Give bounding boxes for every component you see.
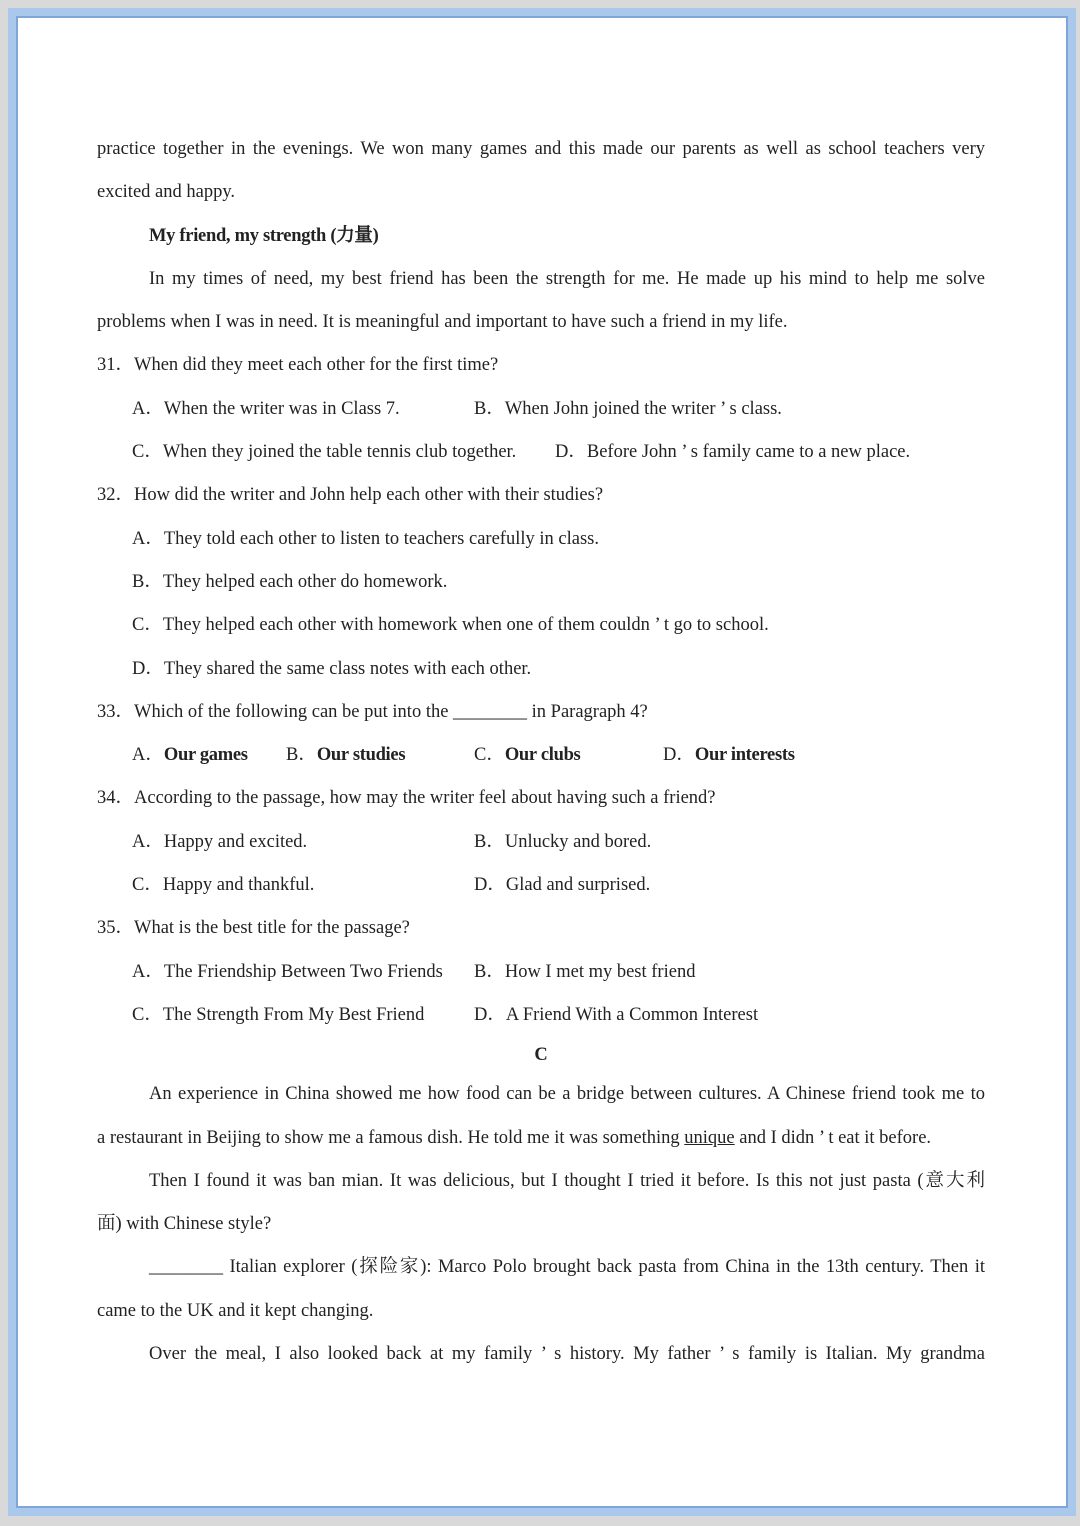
option-a: A．When the writer was in Class 7. xyxy=(132,398,400,419)
option-a: A．Happy and excited. xyxy=(132,831,308,852)
option-c: C．The Strength From My Best Friend xyxy=(132,1004,425,1025)
option-a: A．The Friendship Between Two Friends xyxy=(132,961,443,982)
text-span: a restaurant in Beijing to show me a famous dish. He told me it was something xyxy=(97,1127,685,1148)
paragraph-line: An experience in China showed me how food can be a bridge between cultures. A Chinese friend took me to xyxy=(149,1084,985,1105)
paragraph-line: problems when I was in need. It is meaningful and important to have such a friend in my life. xyxy=(97,312,788,333)
question-stem: 35．What is the best title for the passage? xyxy=(97,918,410,939)
paragraph-line: came to the UK and it kept changing. xyxy=(97,1300,374,1321)
option-text: Our clubs xyxy=(504,745,581,766)
question-stem: 32．How did the writer and John help each other with their studies? xyxy=(97,485,604,506)
paragraph-line: Over the meal, I also looked back at my family ’ s history. My father ’ s family is Italian. My grandma xyxy=(149,1344,985,1365)
paragraph-line: In my times of need, my best friend has been the strength for me. He made up his mind to help me solve xyxy=(149,268,985,289)
paragraph-line xyxy=(97,1117,985,1160)
options-row xyxy=(97,864,985,907)
options-row xyxy=(97,821,985,864)
option-text: Our games xyxy=(163,745,248,766)
paragraph-line: ________ Italian explorer (探险家): Marco Polo brought back pasta from China in the 13th century. Then it xyxy=(149,1257,985,1278)
underlined-word: unique xyxy=(684,1127,735,1148)
option-d xyxy=(663,734,795,777)
option-c: C．Happy and thankful. xyxy=(132,875,315,896)
options-row xyxy=(97,431,985,474)
option-b: B．They helped each other do homework. xyxy=(132,571,448,592)
question-stem: 31．When did they meet each other for the first time? xyxy=(97,355,499,376)
option-text: Our interests xyxy=(694,745,795,766)
option-letter: C． xyxy=(474,745,505,766)
options-row xyxy=(97,388,985,431)
option-b xyxy=(286,734,405,777)
section-heading: C xyxy=(534,1045,548,1066)
option-letter: B． xyxy=(286,745,317,766)
option-c: C．When they joined the table tennis club together. xyxy=(132,442,517,463)
option-d: D．A Friend With a Common Interest xyxy=(474,1004,759,1025)
option-c: C．They helped each other with homework when one of them couldn ’ t go to school. xyxy=(132,615,769,636)
paragraph-line: 面) with Chinese style? xyxy=(97,1214,272,1235)
option-text: Our studies xyxy=(316,745,406,766)
paragraph-line: Then I found it was ban mian. It was delicious, but I thought I tried it before. Is this not just pasta (意大利 xyxy=(149,1170,985,1191)
paragraph-line: practice together in the evenings. We won many games and this made our parents as well as school teachers very xyxy=(97,139,985,159)
options-row xyxy=(97,994,985,1037)
options-row xyxy=(97,734,985,777)
option-d: D．They shared the same class notes with each other. xyxy=(132,658,532,679)
option-b: B．When John joined the writer ’ s class. xyxy=(474,398,782,419)
question-stem: 33．Which of the following can be put into the ________ in Paragraph 4? xyxy=(97,701,648,722)
option-a: A．They told each other to listen to teachers carefully in class. xyxy=(132,528,599,549)
text-span: and I didn ’ t eat it before. xyxy=(734,1127,932,1148)
option-letter: A． xyxy=(132,745,164,766)
exam-page-content xyxy=(97,128,985,1376)
option-letter: D． xyxy=(663,745,695,766)
paragraph-line: excited and happy. xyxy=(97,182,236,203)
option-d: D．Glad and surprised. xyxy=(474,875,651,896)
question-stem: 34．According to the passage, how may the writer feel about having such a friend? xyxy=(97,788,716,809)
option-a xyxy=(132,734,248,777)
option-b: B．How I met my best friend xyxy=(474,961,696,982)
option-b: B．Unlucky and bored. xyxy=(474,831,652,852)
options-row xyxy=(97,951,985,994)
option-d: D．Before John ’ s family came to a new place. xyxy=(555,442,911,463)
option-c xyxy=(474,734,580,777)
section-heading: My friend, my strength (力量) xyxy=(149,225,379,246)
